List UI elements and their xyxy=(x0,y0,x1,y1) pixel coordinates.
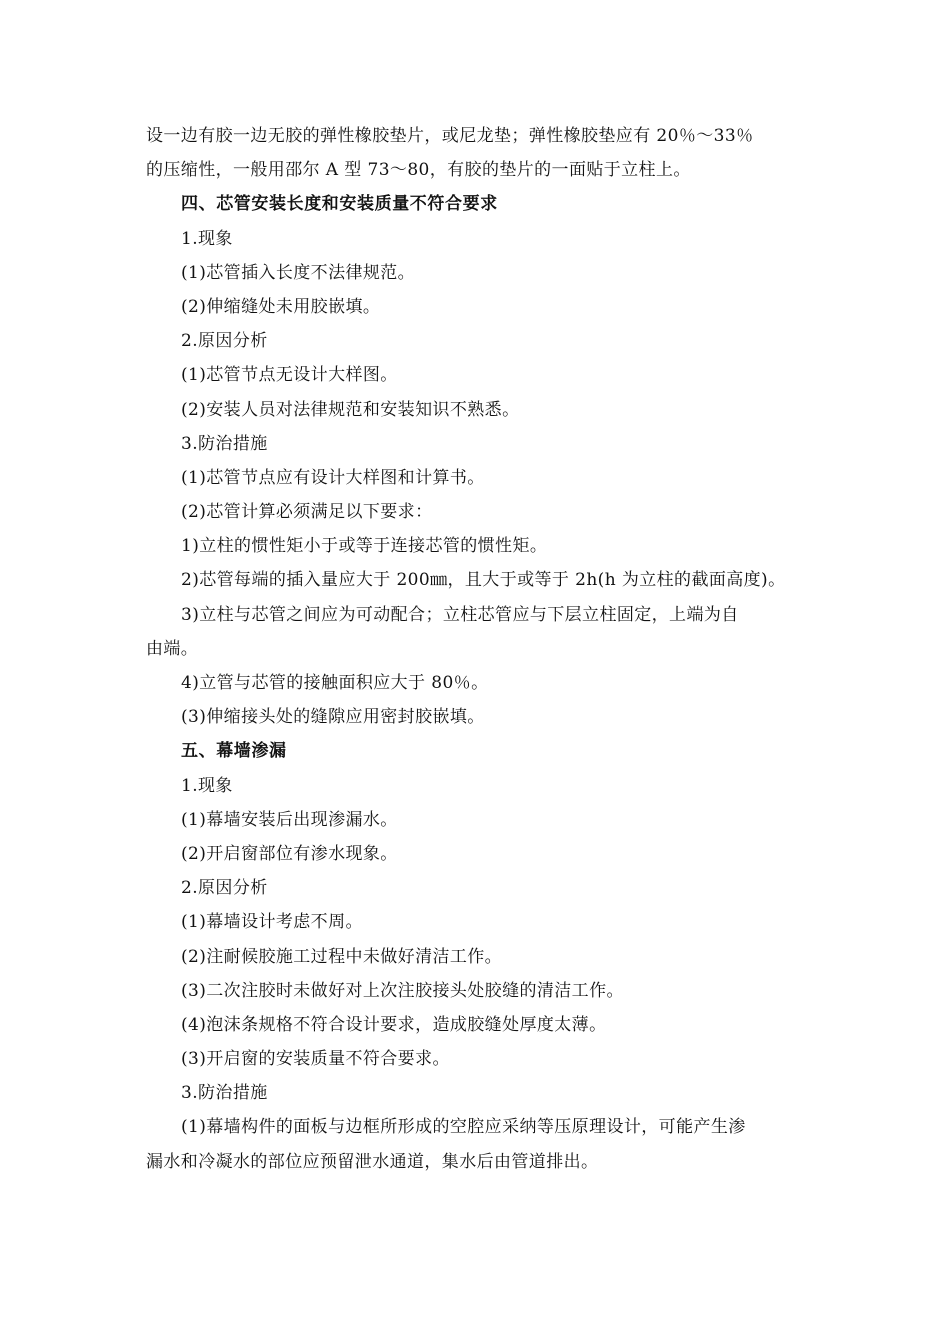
paragraph-continuation-line-1: 设一边有胶一边无胶的弹性橡胶垫片，或尼龙垫；弹性橡胶垫应有 20％～33％ xyxy=(146,126,754,146)
subheading-phenomenon: 1.现象 xyxy=(181,775,233,796)
list-item: (3)开启窗的安装质量不符合要求。 xyxy=(181,1049,450,1070)
document-body xyxy=(146,119,810,1179)
list-item: (1)幕墙安装后出现渗漏水。 xyxy=(181,809,398,830)
list-item: (1)幕墙设计考虑不周。 xyxy=(181,912,363,933)
section-heading-4: 四、芯管安装长度和安装质量不符合要求 xyxy=(181,194,498,215)
list-item: (2)开启窗部位有渗水现象。 xyxy=(181,843,398,864)
list-item: (1)芯管节点应有设计大样图和计算书。 xyxy=(181,467,485,488)
list-item: (2)安装人员对法律规范和安装知识不熟悉。 xyxy=(181,399,520,420)
list-item: 2)芯管每端的插入量应大于 200㎜，且大于或等于 2h(h 为立柱的截面高度)。 xyxy=(181,570,786,591)
list-item-continuation: 由端。 xyxy=(146,638,199,659)
list-item: 4)立管与芯管的接触面积应大于 80％。 xyxy=(181,673,489,693)
list-item: (2)注耐候胶施工过程中未做好清洁工作。 xyxy=(181,946,503,967)
subheading-phenomenon: 1.现象 xyxy=(181,228,233,249)
paragraph-continuation-line-2: 的压缩性，一般用邵尔 A 型 73～80，有胶的垫片的一面贴于立柱上。 xyxy=(146,160,691,181)
list-item: 1)立柱的惯性矩小于或等于连接芯管的惯性矩。 xyxy=(181,536,548,557)
list-item: 3)立柱与芯管之间应为可动配合；立柱芯管应与下层立柱固定，上端为自 xyxy=(181,604,739,625)
list-item: (3)二次注胶时未做好对上次注胶接头处胶缝的清洁工作。 xyxy=(181,980,624,1001)
list-item: (1)芯管节点无设计大样图。 xyxy=(181,365,398,386)
subheading-cause-analysis: 2.原因分析 xyxy=(181,331,268,352)
list-item: (4)泡沫条规格不符合设计要求，造成胶缝处厚度太薄。 xyxy=(181,1014,607,1035)
subheading-prevention-measures: 3.防治措施 xyxy=(181,433,268,454)
list-item: (2)伸缩缝处未用胶嵌填。 xyxy=(181,296,381,317)
list-item: (3)伸缩接头处的缝隙应用密封胶嵌填。 xyxy=(181,707,485,728)
section-heading-5: 五、幕墙渗漏 xyxy=(181,741,287,762)
list-item: (1)幕墙构件的面板与边框所形成的空腔应采纳等压原理设计，可能产生渗 xyxy=(181,1117,746,1138)
list-item: (2)芯管计算必须满足以下要求： xyxy=(181,502,433,523)
subheading-cause-analysis: 2.原因分析 xyxy=(181,878,268,899)
subheading-prevention-measures: 3.防治措施 xyxy=(181,1083,268,1104)
list-item: (1)芯管插入长度不法律规范。 xyxy=(181,262,416,283)
list-item-continuation: 漏水和冷凝水的部位应预留泄水通道，集水后由管道排出。 xyxy=(146,1151,599,1172)
